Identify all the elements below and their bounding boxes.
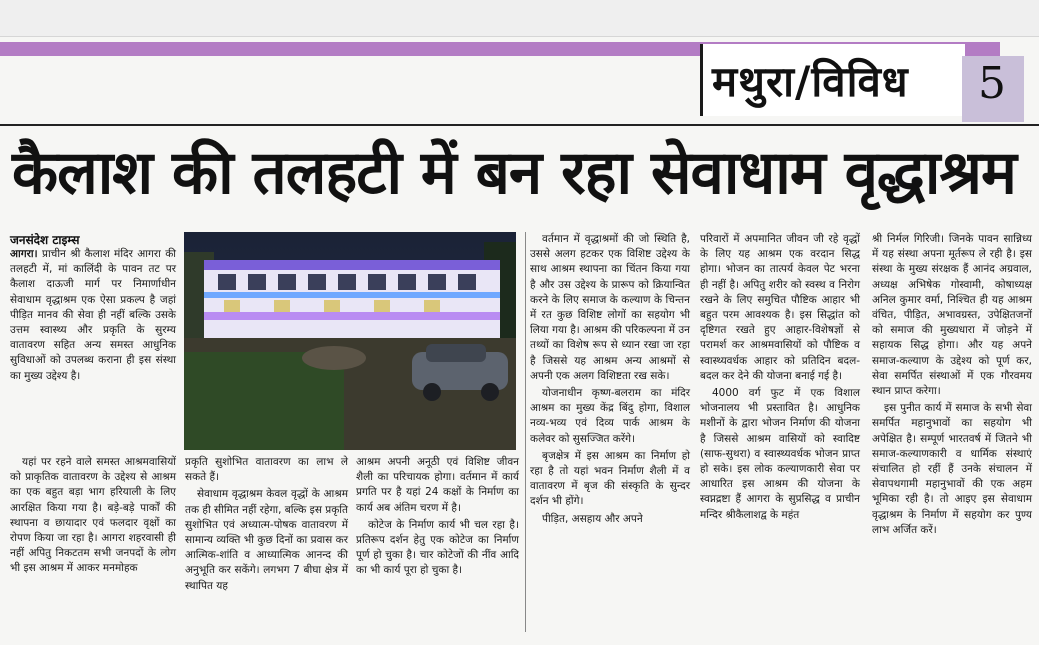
paragraph: इस पुनीत कार्य में समाज के सभी सेवा समर्पित महानुभावों का सहयोग भी अपेक्षित है। सम्पूर्ण भारतवर्ष में जितने भी समाज-कल्याणकारी व धार्मिक संस्थाएं संचालित हो रहीं हैं उनके संचालन में सेवापथगामी महानुभावों की एक अहम भूमिका रही है। तो आइए इस सेवाधाम वृद्धाश्रम के निर्माण में सहयोग कर पुण्य लाभ अर्जित करें। [872,402,1032,536]
column-4 [530,232,690,529]
paragraph: 4000 वर्ग फुट में एक विशाल भोजनालय भी प्रस्तावित है। आधुनिक मशीनों के द्वारा भोजन निर्माण की योजना है जिससे आश्रम वासियों को स्वादिष्ट (साफ-सुथरा) व स्वास्थ्यवर्धक भोजन प्राप्त हो सके। इस लोक कल्याणकारी सेवा पर आधारित इस आश्रम की योजना के स्वप्नद्रष्टा हैं आगरा के सुप्रसिद्ध व प्राचीन मन्दिर श्रीकैलाशद्व के महंत [700,387,860,521]
column-5 [700,232,860,525]
paragraph: वर्तमान में वृद्धाश्रमों की जो स्थिति है, उससे अलग हटकर एक विशिष्ट उद्देश्य के साथ आश्रम स्थापना का चिंतन किया गया है और उस उद्देश्य के प्रारूप को क्रियान्वित करने के लिए समाज के कल्याण के चिन्तन में रत कुछ विशिष्ट लोगों का सहयोग भी लिया गया है। आश्रम की परिकल्पना में उन तथ्यों का विशेष रूप से ध्यान रखा जा रहा है जिससे यह आश्रम अन्य आश्रमों से अपनी एक अलग विशिष्टता रख सके। [530,233,690,382]
paragraph: प्रकृति सुशोभित वातावरण का लाभ ले सकते हैं। [185,456,348,484]
column-1-bottom [10,455,176,579]
column-divider [525,232,526,632]
section-title: मथुरा/विविध [712,57,909,106]
construction-site-night-photo [184,232,516,450]
paragraph: बृजक्षेत्र में इस आश्रम का निर्माण हो रहा है तो यहां भवन निर्माण शैली में व वातावरण में बृज की संस्कृति के सुन्दर दर्शन भी होंगे। [530,449,690,508]
column-3 [356,455,519,581]
paragraph: योजनाधीन कृष्ण-बलराम का मंदिर आश्रम का मुख्य केंद्र बिंदु होगा, विशाल नव्य-भव्य एवं दिव्य पार्क आश्रम के कलेवर को सुसज्जित करेंगे। [530,387,690,445]
paragraph: आश्रम अपनी अनूठी एवं विशिष्ट जीवन शैली का परिचायक होगा। वर्तमान में कार्य प्रगति पर है यहां 24 कक्षों के निर्माण का कार्य अब अंतिम चरण में है। [356,456,519,514]
column-2 [185,455,348,596]
photo-illustration [184,232,516,450]
paragraph: परिवारों में अपमानित जीवन जी रहे वृद्धों के लिए यह आश्रम एक वरदान सिद्ध होगा। भोजन का तात्पर्य केवल पेट भरना ही नहीं है। अपितु शरीर को स्वस्थ व निरोग रखने के लिए समुचित पौष्टिक आहार भी बहुत परम आवश्यक है। इस सिद्धांत को दृष्टिगत रखते हुए आहार-विशेषज्ञों से परामर्श कर आश्रमवासियों को पौष्टिक व स्वास्थ्यवर्धक आहार को प्रतिदिन बदल-बदल कर देने की योजना बनाई गई है। [700,233,860,382]
top-margin [0,0,1039,37]
dateline: आगरा। [10,248,38,260]
paragraph: पीड़ित, असहाय और अपने [542,512,643,525]
paragraph: कोटेज के निर्माण कार्य भी चल रहा है। प्रतिरूप दर्शन हेतु एक कोटेज का निर्माण पूर्ण हो चुका है। चार कोटेजों की नींव आदि का भी कार्य पूरा हो चुका है। [356,518,519,577]
byline: जनसंदेश टाइम्स [10,233,80,247]
header-rule [0,124,1039,126]
paragraph-text: प्राचीन श्री कैलाश मंदिर आगरा की तलहटी में, मां कालिंदी के पावन तट पर कैलाश दाऊजी मार्ग पर निमार्णाधीन सेवाधाम वृद्धाश्रम एक ऐसा प्रकल्प है जहां पीड़ित मानव की सेवा ही नहीं बल्कि उसके उत्तम स्वास्थ्य और प्रकृति के सुरम्य वातावरण सहित अन्य समस्त आधुनिक सुविधाओं को उपलब्ध कराना ही इस संस्था का मुख्य उद्देश्य है। [10,248,176,382]
paragraph: श्री निर्मल गिरिजी। जिनके पावन सान्निध्य में यह संस्था अपना मूर्तरूप ले रही है। इस संस्था के मुख्य संरक्षक हैं आनंद अग्रवाल, अध्यक्ष अभिषेक गोस्वामी, कोषाध्यक्ष अनिल कुमार वर्मा, निश्चित ही यह आश्रम वंचित, पीड़ित, अभावग्रस्त, उपेक्षितजनों को समाज की मुख्यधारा में जोड़ने में सहायक सिद्ध होगा। और यह अपने समाज-कल्याण के उद्देश्य को पूर्ण कर, सेवा समर्पित संस्थाओं में एक गौरवमय स्थान प्राप्त करेगा। [872,233,1032,398]
paragraph [10,247,176,384]
headline: कैलाश की तलहटी में बन रहा सेवाधाम वृद्धाश्रम [12,138,1016,208]
column-6 [872,232,1032,540]
column-1-top [10,247,176,386]
paragraph: सेवाधाम वृद्धाश्रम केवल वृद्धों के आश्रम तक ही सीमित नहीं रहेगा, बल्कि इस प्रकृति सुशोभित एवं अध्यात्म-पोषक वातावरण में सामान्य व्यक्ति भी कुछ दिनों का प्रवास कर आत्मिक-शांति व आध्यात्मिक आनन्द की अनुभूति कर सकेंगे। लगभग 7 बीघा क्षेत्र में स्थापित यह [185,488,348,592]
paragraph: यहां पर रहने वाले समस्त आश्रमवासियों को प्राकृतिक वातावरण के उद्देश्य से आश्रम का एक बहुत बड़ा भाग हरियाली के लिए आरक्षित किया गया है। बड़े-बड़े पार्कों की स्थापना व छायादार एवं फलदार वृक्षों का रोपण किया जा रहा है। आगरा शहरवासी ही नहीं अपितु निकटतम सभी जनपदों के लोग भी इस आश्रम में आकर मनमोहक [10,456,176,575]
page-number: 5 [978,58,1006,109]
